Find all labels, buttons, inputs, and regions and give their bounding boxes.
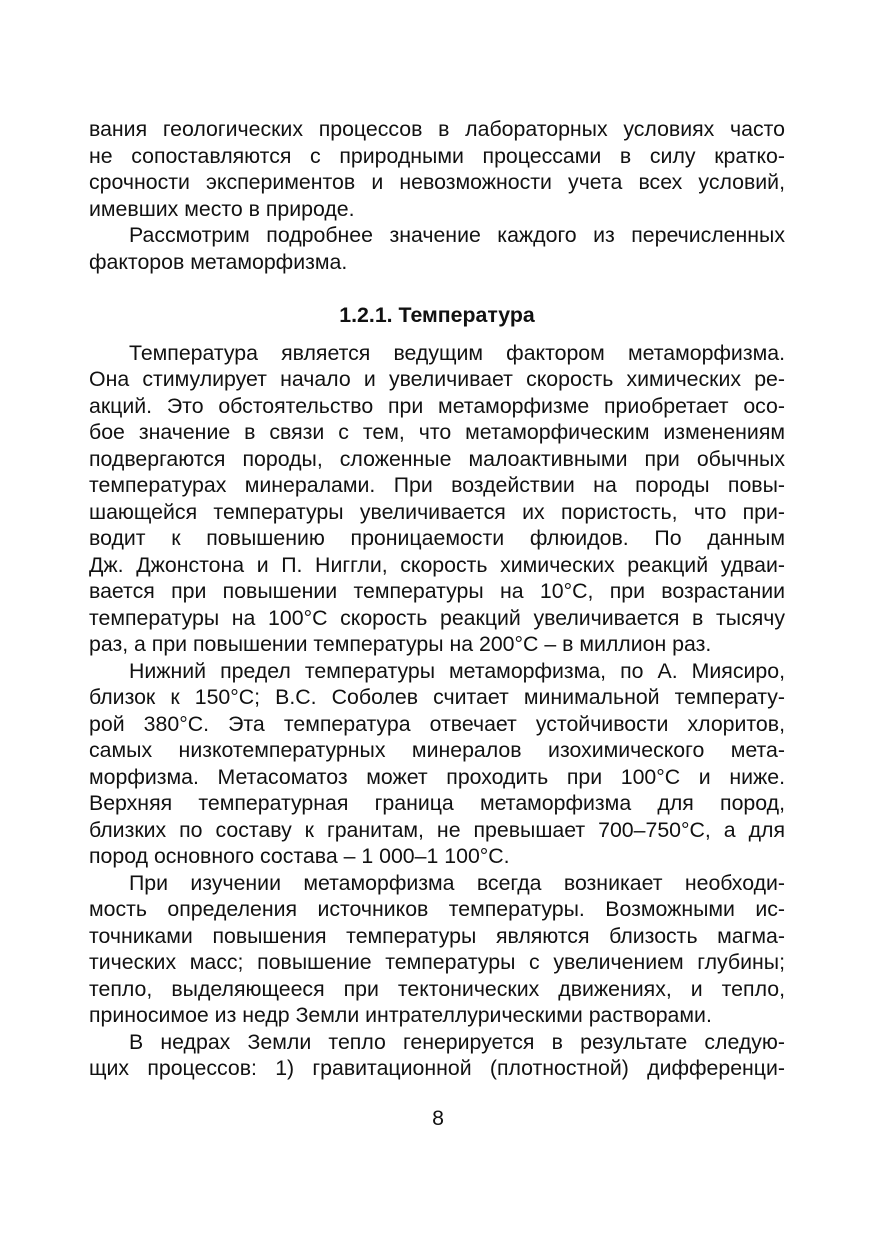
text-line: мость определения источников температуры. Возможными ис- (89, 897, 785, 921)
text-line: Верхняя температурная граница метаморфизма для пород, (89, 791, 785, 815)
text-line: щих процессов: 1) гравитационной (плотностной) дифференци- (89, 1056, 785, 1080)
text-line: Дж. Джонстона и П. Ниггли, скорость химических реакций удваи- (89, 552, 785, 577)
text-after-heading (89, 340, 785, 1082)
text-line: пород основного состава – 1 000–1 100°С. (89, 844, 510, 868)
text-line: Она стимулирует начало и увеличивает скорость химических ре- (89, 367, 785, 391)
text-line: срочности экспериментов и невозможности учета всех условий, (89, 170, 785, 194)
text-line: водит к повышению проницаемости флюидов. По данным (89, 526, 785, 550)
text-line: Температура является ведущим фактором метаморфизма. (129, 340, 785, 365)
text-line: вается при повышении температуры на 10°С, при возрастании (89, 579, 785, 603)
text-line: точниками повышения температуры являются близость магма- (89, 923, 785, 948)
text-line: температуры на 100°С скорость реакций увеличивается в тысячу (89, 605, 785, 630)
text-line: вания геологических процессов в лабораторных условиях часто (89, 117, 785, 141)
text-line: приносимое из недр Земли интрателлурическими растворами. (89, 1003, 712, 1027)
text-line: Нижний предел температуры метаморфизма, по А. Миясиро, (129, 658, 785, 683)
text-line: При изучении метаморфизма всегда возникает необходи- (129, 870, 785, 895)
text-line: раз, а при повышении температуры на 200°С – в миллион раз. (89, 632, 712, 656)
paragraph (89, 340, 785, 658)
paragraph (89, 870, 785, 1029)
paragraph (89, 1029, 785, 1082)
text-line: подвергаются породы, сложенные малоактивными при обычных (89, 446, 785, 471)
text-line: Рассмотрим подробнее значение каждого из перечисленных (129, 223, 785, 247)
text-line: тепло, выделяющееся при тектонических движениях, и тепло, (89, 976, 785, 1001)
text-line: не сопоставляются с природными процессами в силу кратко- (89, 143, 785, 168)
page-number: 8 (432, 1106, 444, 1130)
paragraph (89, 116, 785, 222)
text-line: рой 380°С. Эта температура отвечает устойчивости хлоритов, (89, 711, 785, 736)
text-line: акций. Это обстоятельство при метаморфизме приобретает осо- (89, 393, 785, 418)
text-line: В недрах Земли тепло генерируется в результате следую- (129, 1029, 785, 1054)
page-body (89, 116, 785, 1082)
text-line: шающейся температуры увеличивается их пористость, что при- (89, 499, 785, 524)
text-line: имевших место в природе. (89, 196, 355, 221)
text-line: факторов метаморфизма. (89, 249, 348, 274)
text-line: близких по составу к гранитам, не превышает 700–750°С, а для (89, 817, 785, 842)
text-before-heading (89, 116, 785, 275)
text-line: морфизма. Метасоматоз может проходить при 100°С и ниже. (89, 764, 785, 789)
section-heading: 1.2.1. Температура (339, 303, 535, 327)
paragraph (89, 658, 785, 870)
text-line: бое значение в связи с тем, что метаморфическим изменениям (89, 420, 785, 444)
text-line: температурах минералами. При воздействии на породы повы- (89, 473, 785, 497)
text-line: близок к 150°С; В.С. Соболев считает минимальной температу- (89, 685, 785, 709)
text-line: самых низкотемпературных минералов изохимического мета- (89, 738, 785, 762)
paragraph (89, 222, 785, 275)
text-line: тических масс; повышение температуры с увеличением глубины; (89, 950, 785, 974)
